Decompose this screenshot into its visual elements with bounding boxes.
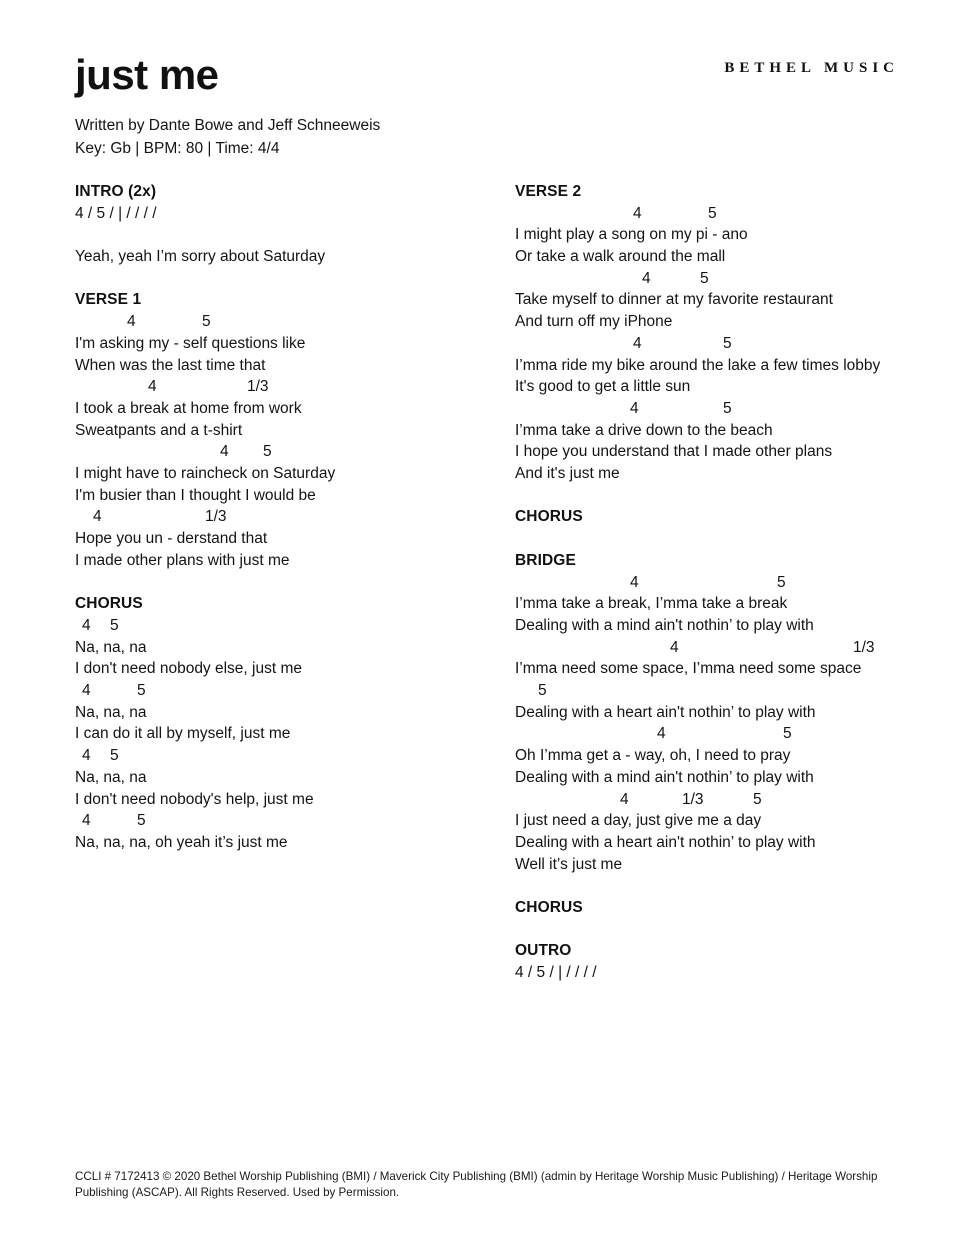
- chord-line: [75, 680, 515, 702]
- lyric-line: I took a break at home from work: [75, 399, 302, 417]
- chord-label: 5: [783, 725, 792, 743]
- section-heading: CHORUS: [515, 508, 583, 526]
- lyric-line: I made other plans with just me: [75, 551, 290, 569]
- chord-line: [515, 680, 974, 702]
- chord-label: 5: [723, 334, 732, 352]
- lyric-line: I’mma take a break, I’mma take a break: [515, 595, 788, 613]
- lyric-line: I don't need nobody's help, just me: [75, 790, 314, 808]
- song-section: [75, 181, 515, 268]
- song-section: [75, 593, 515, 853]
- chord-line: [75, 506, 515, 528]
- lyric-line: Dealing with a mind ain't nothin’ to play with: [515, 768, 814, 786]
- chord-line: [75, 615, 515, 637]
- chord-label: 4: [82, 812, 91, 830]
- song-title: just me: [75, 51, 219, 98]
- lyric-line: I don't need nobody else, just me: [75, 660, 302, 678]
- chord-label: 5: [110, 747, 119, 765]
- lyric-line: Sweatpants and a t-shirt: [75, 421, 243, 439]
- lyric-line: Dealing with a heart ain't nothin’ to play with: [515, 703, 816, 721]
- chord-label: 5: [110, 616, 119, 634]
- lyric-line: Hope you un - derstand that: [75, 530, 268, 548]
- chord-label: 4: [220, 443, 229, 461]
- lyric-line: When was the last time that: [75, 356, 266, 374]
- chord-line: [515, 723, 974, 745]
- song-section: [515, 550, 974, 875]
- section-heading: BRIDGE: [515, 551, 576, 569]
- lyric-line: Or take a walk around the mall: [515, 248, 726, 266]
- chord-label: 1/3: [682, 790, 704, 808]
- chord-line: [515, 637, 974, 659]
- section-heading: OUTRO: [515, 942, 572, 960]
- lyric-line: I just need a day, just give me a day: [515, 812, 762, 830]
- song-header: [75, 52, 899, 160]
- lyric-line: And it's just me: [515, 465, 620, 483]
- lyric-line: I’mma take a drive down to the beach: [515, 421, 773, 439]
- section-heading: INTRO (2x): [75, 183, 157, 200]
- column-right: [515, 181, 974, 1006]
- lyric-line: Dealing with a mind ain't nothin’ to play with: [515, 616, 814, 634]
- lyric-line: I hope you understand that I made other plans: [515, 443, 833, 461]
- chord-label: 4: [127, 313, 136, 331]
- chord-label: 5: [753, 790, 762, 808]
- chord-label: 4: [82, 616, 91, 634]
- chord-label: 4: [148, 378, 157, 396]
- chord-label: 4: [82, 682, 91, 700]
- chord-line: [515, 268, 974, 290]
- chord-line: [75, 441, 515, 463]
- chord-line: [75, 810, 515, 832]
- song-section: [75, 289, 515, 571]
- chord-label: 5: [202, 313, 211, 331]
- lyric-line: Na, na, na: [75, 768, 147, 786]
- chord-label: 4: [93, 508, 102, 526]
- lyric-line: I’mma ride my bike around the lake a few times lobby: [515, 356, 881, 374]
- lyric-line: I can do it all by myself, just me: [75, 725, 291, 743]
- lyric-line: I'm busier than I thought I would be: [75, 486, 316, 504]
- chord-line: [75, 311, 515, 333]
- song-meta: Key: Gb | BPM: 80 | Time: 4/4: [75, 140, 280, 158]
- chord-label: 5: [723, 399, 732, 417]
- chord-label: 4: [82, 747, 91, 765]
- lyric-line: It's good to get a little sun: [515, 378, 691, 396]
- chord-line: [515, 398, 974, 420]
- song-section: [515, 940, 974, 983]
- spacer-line: [75, 224, 515, 246]
- song-section: [515, 897, 974, 919]
- lyric-line: Well it’s just me: [515, 855, 623, 873]
- chord-label: 4: [620, 790, 629, 808]
- section-heading: CHORUS: [75, 595, 143, 613]
- column-left: [75, 181, 515, 875]
- chord-label: 1/3: [205, 508, 227, 526]
- chord-label: 4: [630, 573, 639, 591]
- chord-line: [515, 333, 974, 355]
- lyric-line: I might play a song on my pi - ano: [515, 226, 748, 244]
- chord-label: 4: [633, 204, 642, 222]
- chord-label: 5: [137, 682, 146, 700]
- lyric-line: 4 / 5 / | / / / /: [75, 204, 157, 222]
- chord-label: 5: [538, 682, 547, 700]
- chord-label: 5: [700, 269, 709, 287]
- lyric-line: I might have to raincheck on Saturday: [75, 465, 336, 483]
- section-heading: CHORUS: [515, 899, 583, 917]
- chord-label: 5: [137, 812, 146, 830]
- song-section: [515, 506, 974, 528]
- lyric-line: 4 / 5 / | / / / /: [515, 964, 597, 982]
- chord-label: 4: [642, 269, 651, 287]
- lyric-line: Yeah, yeah I’m sorry about Saturday: [75, 248, 326, 266]
- lyric-line: Na, na, na, oh yeah it’s just me: [75, 833, 288, 851]
- lyric-line: I’mma need some space, I’mma need some space: [515, 660, 862, 678]
- chord-line: [515, 789, 974, 811]
- lyric-line: Oh I’mma get a - way, oh, I need to pray: [515, 747, 791, 765]
- section-heading: VERSE 2: [515, 183, 582, 200]
- lyric-line: Dealing with a heart ain't nothin’ to play with: [515, 833, 816, 851]
- song-byline: Written by Dante Bowe and Jeff Schneeweis: [75, 117, 381, 135]
- chord-line: [515, 203, 974, 225]
- chord-label: 4: [630, 399, 639, 417]
- chord-line: [75, 376, 515, 398]
- chord-line: [515, 572, 974, 594]
- lyric-line: Na, na, na: [75, 638, 147, 656]
- bethel-music-logo: BETHEL MUSIC: [724, 60, 899, 76]
- chord-label: 4: [633, 334, 642, 352]
- chord-label: 5: [777, 573, 786, 591]
- chord-label: 5: [263, 443, 272, 461]
- lyric-line: Na, na, na: [75, 703, 147, 721]
- lyric-line: Take myself to dinner at my favorite restaurant: [515, 291, 833, 309]
- chord-label: 5: [708, 204, 717, 222]
- section-heading: VERSE 1: [75, 291, 142, 309]
- lyric-line: And turn off my iPhone: [515, 313, 673, 331]
- chord-label: 4: [657, 725, 666, 743]
- chord-label: 4: [670, 638, 679, 656]
- chord-label: 1/3: [853, 638, 875, 656]
- song-section: [515, 181, 974, 485]
- chord-label: 1/3: [247, 378, 269, 396]
- lyric-line: I'm asking my - self questions like: [75, 334, 306, 352]
- chord-line: [75, 745, 515, 767]
- copyright-footer: CCLI # 7172413 © 2020 Bethel Worship Publishing (BMI) / Maverick City Publishing (BMI) (admin by Heritage Worship Music Publishing) / Heritage Worship Publishing (ASCAP). All Rights Reserved. Used by Permission.: [75, 1170, 878, 1199]
